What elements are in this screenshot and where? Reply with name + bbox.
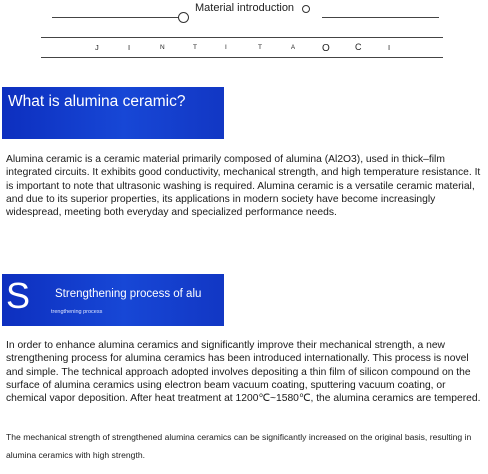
header-letter: A bbox=[291, 45, 296, 51]
header-letter: J bbox=[95, 43, 99, 52]
section2-banner bbox=[2, 274, 224, 326]
section1-body: Alumina ceramic is a ceramic material primarily composed of alumina (Al2O3), used in thick–film integrated circuits. It exhibits good conductivity, mechanical strength, and high temperature resistance. It is important to note that ultrasonic washing is required. Alumina ceramic is a versatile ceramic material, and due to its superior properties, its applications in modern society have become increasingly widespread, meeting both everyday and specialized performance needs. bbox=[6, 154, 481, 219]
circle-icon-left bbox=[178, 12, 189, 23]
letters-bottom-line bbox=[41, 57, 443, 58]
header-letter: T bbox=[258, 44, 262, 51]
section1-banner bbox=[2, 87, 224, 139]
section2-initial: S bbox=[6, 275, 31, 316]
section2-note: The mechanical strength of strengthened alumina ceramics can be significantly increased on the original basis, resulting in alumina ceramics with high strength. bbox=[6, 432, 472, 460]
header-letter: I bbox=[388, 43, 391, 52]
circle-icon-right bbox=[302, 5, 310, 13]
header-letter: I bbox=[128, 43, 131, 52]
section2-body: In order to enhance alumina ceramics and significantly improve their mechanical strength, a new strengthening process for alumina ceramics has been introduced internationally. This process is novel and simple. The technical approach adopted involves depositing a thin film of silicon compound on the surface of alumina ceramics using electron beam vacuum coating, sputtering vacuum coating, or chemical vapor deposition. After heat treatment at 1200℃~1580℃, the alumina ceramics are tempered. bbox=[6, 340, 481, 405]
header-letter: T bbox=[193, 44, 197, 51]
header-letter: N bbox=[160, 44, 165, 51]
header-letter: O bbox=[322, 43, 330, 54]
header-line-left bbox=[52, 17, 180, 18]
section2-subheading: trengthening process bbox=[51, 309, 103, 315]
section1-heading: What is alumina ceramic? bbox=[8, 93, 186, 110]
header-letter: I bbox=[225, 44, 227, 51]
header-title: Material introduction bbox=[195, 2, 295, 14]
section2-heading: Strengthening process of alu bbox=[55, 288, 202, 300]
letters-top-line bbox=[41, 37, 443, 38]
header-letter: C bbox=[355, 42, 362, 52]
header-line-right bbox=[322, 17, 439, 18]
